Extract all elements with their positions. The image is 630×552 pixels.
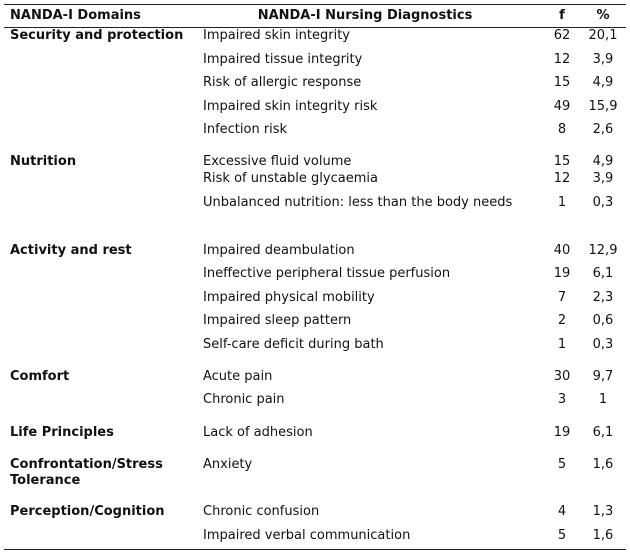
diagnostic-cell: Impaired tissue integrity <box>203 52 363 67</box>
percent-cell: 0,3 <box>592 337 614 352</box>
frequency-cell: 7 <box>557 290 567 305</box>
percent-cell: 1,6 <box>592 457 614 472</box>
diagnostic-cell: Acute pain <box>203 369 273 384</box>
domain-label: Nutrition <box>10 154 77 169</box>
diagnostic-cell: Self-care deficit during bath <box>203 337 384 352</box>
header-domains: NANDA-I Domains <box>10 8 141 23</box>
diagnostic-cell: Chronic confusion <box>203 504 320 519</box>
domain-label: Life Principles <box>10 425 114 440</box>
percent-cell: 6,1 <box>592 425 614 440</box>
frequency-cell: 19 <box>553 425 571 440</box>
domain-label: Perception/Cognition <box>10 504 165 519</box>
frequency-cell: 5 <box>557 528 567 543</box>
percent-cell: 4,9 <box>592 154 614 169</box>
frequency-cell: 19 <box>553 266 571 281</box>
percent-cell: 6,1 <box>592 266 614 281</box>
diagnostic-cell: Ineffective peripheral tissue perfusion <box>203 266 451 281</box>
frequency-cell: 8 <box>557 122 567 137</box>
diagnostic-cell: Chronic pain <box>203 392 285 407</box>
percent-cell: 0,3 <box>592 195 614 210</box>
diagnostic-cell: Impaired deambulation <box>203 243 355 258</box>
percent-cell: 9,7 <box>592 369 614 384</box>
frequency-cell: 12 <box>553 171 571 186</box>
diagnostics-table <box>4 4 626 550</box>
frequency-cell: 62 <box>553 28 571 43</box>
frequency-cell: 40 <box>553 243 571 258</box>
diagnostic-cell: Anxiety <box>203 457 253 472</box>
frequency-cell: 4 <box>557 504 567 519</box>
percent-cell: 2,3 <box>592 290 614 305</box>
diagnostic-cell: Infection risk <box>203 122 288 137</box>
table-header <box>4 5 626 28</box>
diagnostic-cell: Excessive fluid volume <box>203 154 352 169</box>
diagnostic-cell: Risk of unstable glycaemia <box>203 171 378 186</box>
frequency-cell: 49 <box>553 99 571 114</box>
frequency-cell: 15 <box>553 154 571 169</box>
percent-cell: 3,9 <box>592 171 614 186</box>
percent-cell: 2,6 <box>592 122 614 137</box>
frequency-cell: 30 <box>553 369 571 384</box>
diagnostic-cell: Lack of adhesion <box>203 425 313 440</box>
percent-cell: 1 <box>598 392 608 407</box>
diagnostic-cell: Impaired verbal communication <box>203 528 411 543</box>
percent-cell: 4,9 <box>592 75 614 90</box>
percent-cell: 3,9 <box>592 52 614 67</box>
frequency-cell: 5 <box>557 457 567 472</box>
percent-cell: 1,3 <box>592 504 614 519</box>
diagnostic-cell: Impaired sleep pattern <box>203 313 352 328</box>
percent-cell: 15,9 <box>588 99 618 114</box>
header-percent: % <box>596 8 610 23</box>
header-diagnostics: NANDA-I Nursing Diagnostics <box>257 8 473 23</box>
frequency-cell: 15 <box>553 75 571 90</box>
percent-cell: 12,9 <box>588 243 618 258</box>
domain-label: Security and protection <box>10 28 184 43</box>
frequency-cell: 3 <box>557 392 567 407</box>
diagnostic-cell: Impaired skin integrity <box>203 28 350 43</box>
percent-cell: 0,6 <box>592 313 614 328</box>
frequency-cell: 1 <box>557 337 567 352</box>
domain-label: Comfort <box>10 369 70 384</box>
frequency-cell: 12 <box>553 52 571 67</box>
percent-cell: 20,1 <box>588 28 618 43</box>
diagnostic-cell: Impaired skin integrity risk <box>203 99 378 114</box>
diagnostic-cell: Risk of allergic response <box>203 75 362 90</box>
diagnostic-cell: Unbalanced nutrition: less than the body needs <box>203 195 513 210</box>
percent-cell: 1,6 <box>592 528 614 543</box>
frequency-cell: 2 <box>557 313 567 328</box>
domain-label: Confrontation/Stress Tolerance <box>10 457 163 488</box>
header-frequency: f <box>559 8 565 23</box>
domain-label: Activity and rest <box>10 243 132 258</box>
frequency-cell: 1 <box>557 195 567 210</box>
diagnostic-cell: Impaired physical mobility <box>203 290 375 305</box>
